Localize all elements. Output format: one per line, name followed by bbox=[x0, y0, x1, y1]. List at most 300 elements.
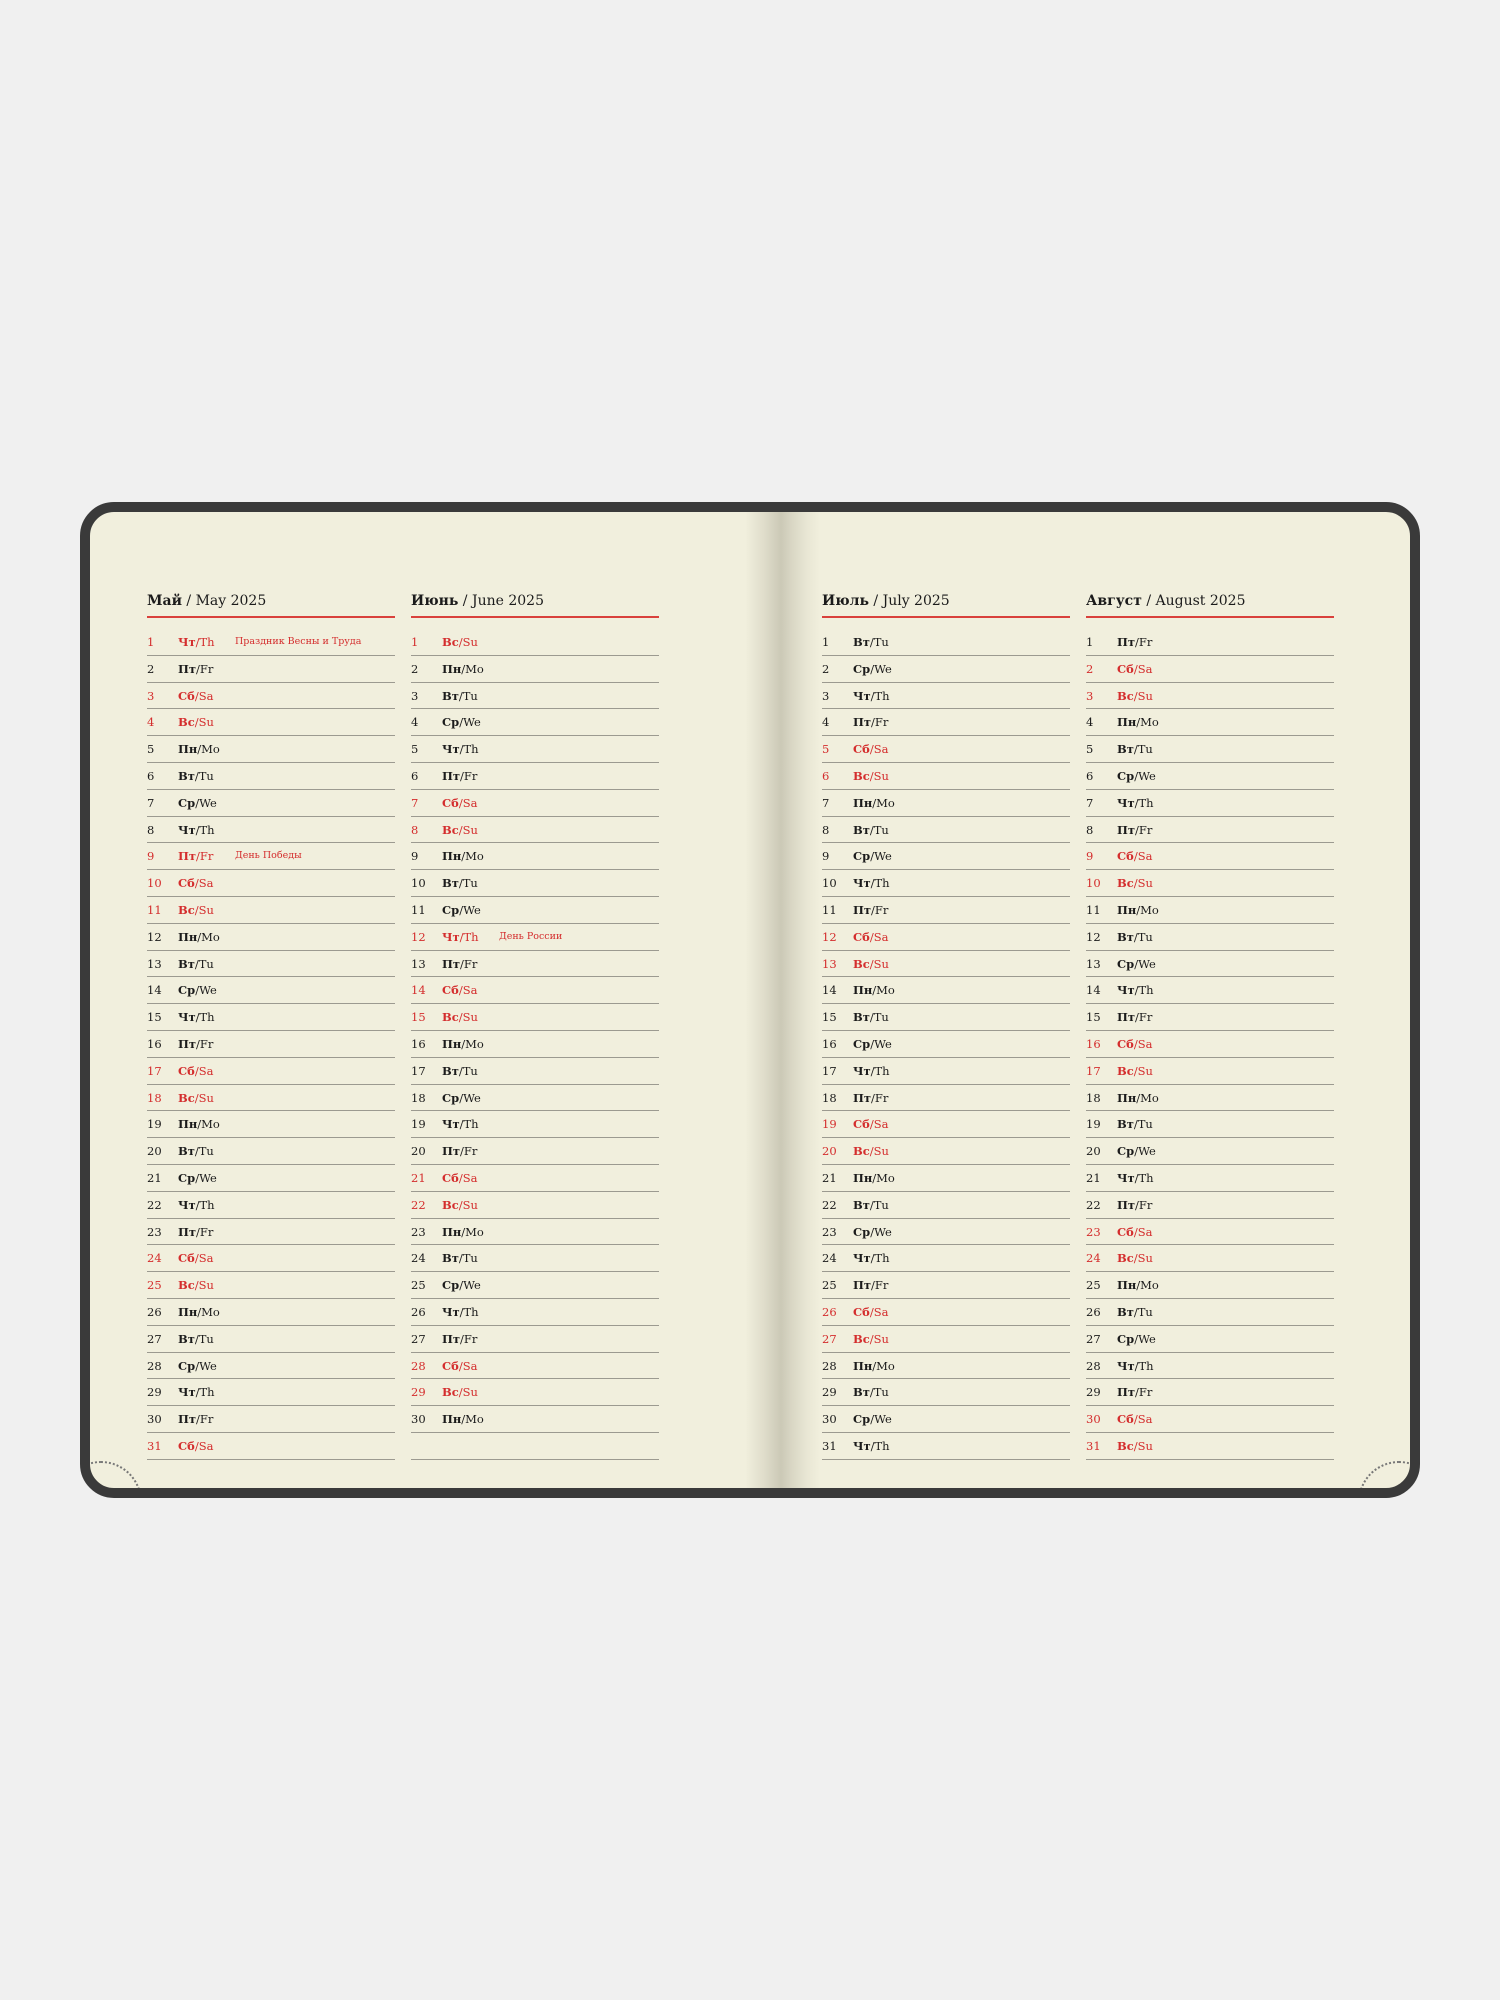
weekday-en: Fr bbox=[1138, 635, 1153, 649]
weekday-slash: / bbox=[459, 929, 464, 944]
weekday-en: Mo bbox=[876, 983, 895, 998]
day-number: 13 bbox=[1086, 956, 1101, 971]
weekday-en: Sa bbox=[1137, 1036, 1153, 1051]
day-row bbox=[147, 1326, 395, 1353]
weekday-slash: / bbox=[459, 902, 464, 917]
weekday-slash: / bbox=[869, 1385, 874, 1400]
weekday-ru: Вт bbox=[1117, 1304, 1134, 1319]
day-row bbox=[411, 1326, 659, 1353]
weekday bbox=[442, 823, 478, 837]
weekday bbox=[1117, 715, 1159, 729]
weekday bbox=[442, 662, 484, 676]
day-number: 24 bbox=[822, 1251, 837, 1266]
day-number: 30 bbox=[147, 1412, 162, 1427]
weekday-en: Th bbox=[199, 635, 215, 649]
weekday-en: Tu bbox=[198, 956, 214, 971]
weekday-en: Fr bbox=[199, 1412, 214, 1427]
day-number: 23 bbox=[1086, 1224, 1101, 1239]
day-row bbox=[822, 1219, 1070, 1246]
weekday-slash: / bbox=[197, 1117, 202, 1132]
weekday bbox=[442, 1412, 484, 1426]
weekday-en: Fr bbox=[199, 849, 214, 864]
weekday-slash: / bbox=[195, 983, 200, 998]
weekday bbox=[1117, 635, 1152, 649]
weekday-slash: / bbox=[458, 822, 463, 837]
weekday-slash: / bbox=[1133, 1117, 1138, 1132]
weekday bbox=[853, 715, 888, 729]
day-row bbox=[822, 924, 1070, 951]
day-row bbox=[822, 1433, 1070, 1460]
weekday bbox=[178, 983, 217, 997]
month-july bbox=[822, 592, 1070, 1460]
weekday-slash: / bbox=[1133, 1224, 1138, 1239]
weekday-slash: / bbox=[872, 795, 877, 810]
weekday-slash: / bbox=[195, 635, 200, 649]
weekday bbox=[853, 1010, 889, 1024]
weekday-en: Tu bbox=[1137, 1117, 1153, 1132]
weekday-slash: / bbox=[194, 1090, 199, 1105]
holiday-note: Праздник Весны и Труда bbox=[235, 636, 362, 647]
weekday-en: Fr bbox=[463, 768, 478, 783]
weekday bbox=[178, 715, 214, 729]
weekday-ru: Вс bbox=[853, 768, 870, 783]
weekday bbox=[178, 662, 213, 676]
day-number: 26 bbox=[147, 1304, 162, 1319]
weekday bbox=[853, 930, 888, 944]
weekday-slash: / bbox=[195, 1385, 200, 1400]
weekday-en: Su bbox=[462, 1010, 478, 1025]
day-number: 13 bbox=[411, 956, 426, 971]
day-row bbox=[822, 736, 1070, 763]
weekday-ru: Пн bbox=[853, 1358, 873, 1373]
day-number: 16 bbox=[411, 1036, 426, 1051]
weekday-ru: Пт bbox=[442, 1144, 460, 1159]
weekday-en: We bbox=[1138, 1144, 1156, 1159]
weekday-ru: Сб bbox=[178, 1438, 195, 1453]
day-number: 25 bbox=[411, 1278, 426, 1293]
day-number: 2 bbox=[1086, 661, 1094, 676]
weekday-en: Mo bbox=[201, 1117, 220, 1132]
day-row bbox=[1086, 1326, 1334, 1353]
day-number: 14 bbox=[822, 983, 837, 998]
weekday-slash: / bbox=[869, 1197, 874, 1212]
weekday bbox=[1117, 1091, 1159, 1105]
weekday-ru: Пн bbox=[178, 1304, 198, 1319]
weekday bbox=[1117, 983, 1154, 997]
weekday bbox=[178, 1332, 214, 1346]
weekday-slash: / bbox=[197, 929, 202, 944]
weekday bbox=[442, 742, 479, 756]
weekday-slash: / bbox=[869, 1117, 874, 1132]
weekday-slash: / bbox=[1133, 1412, 1138, 1427]
day-row bbox=[1086, 1299, 1334, 1326]
day-number: 13 bbox=[147, 956, 162, 971]
weekday bbox=[1117, 662, 1152, 676]
weekday bbox=[853, 1385, 889, 1399]
weekday-en: Sa bbox=[873, 1117, 889, 1132]
weekday bbox=[178, 876, 213, 890]
day-row bbox=[1086, 951, 1334, 978]
weekday-en: Th bbox=[1138, 1170, 1154, 1185]
weekday-slash: / bbox=[1134, 983, 1139, 998]
holiday-note: День Победы bbox=[235, 850, 302, 862]
weekday-en: Fr bbox=[1138, 1197, 1153, 1212]
weekday-slash: / bbox=[194, 1251, 199, 1266]
day-row bbox=[1086, 1406, 1334, 1433]
weekday-ru: Ср bbox=[1117, 956, 1135, 971]
day-number: 9 bbox=[822, 849, 830, 864]
weekday bbox=[442, 983, 477, 997]
weekday-ru: Пн bbox=[442, 849, 462, 864]
day-number: 17 bbox=[411, 1063, 426, 1078]
day-row bbox=[147, 1085, 395, 1112]
weekday bbox=[853, 662, 892, 676]
weekday-en: Su bbox=[1137, 876, 1153, 891]
weekday bbox=[853, 1064, 890, 1078]
day-number: 2 bbox=[822, 661, 830, 676]
day-row bbox=[411, 870, 659, 897]
day-number: 30 bbox=[1086, 1412, 1101, 1427]
weekday-en: Fr bbox=[199, 661, 214, 676]
weekday-en: Fr bbox=[874, 715, 889, 730]
weekday-ru: Вс bbox=[178, 1090, 195, 1105]
weekday bbox=[1117, 1225, 1152, 1239]
weekday-slash: / bbox=[458, 983, 463, 998]
day-number: 27 bbox=[822, 1331, 837, 1346]
weekday-ru: Сб bbox=[853, 929, 870, 944]
weekday-en: Su bbox=[462, 635, 478, 649]
weekday bbox=[853, 742, 888, 756]
weekday-ru: Пт bbox=[853, 1090, 871, 1105]
weekday bbox=[178, 1010, 215, 1024]
right-page bbox=[755, 512, 1410, 1488]
weekday-ru: Пт bbox=[1117, 822, 1135, 837]
weekday-en: We bbox=[1138, 1331, 1156, 1346]
weekday-ru: Ср bbox=[442, 715, 460, 730]
day-row bbox=[411, 1085, 659, 1112]
weekday bbox=[853, 689, 890, 703]
weekday-slash: / bbox=[458, 1170, 463, 1185]
weekday-slash: / bbox=[1133, 661, 1138, 676]
month-header bbox=[147, 592, 395, 618]
weekday-ru: Вт bbox=[442, 1063, 459, 1078]
day-number: 28 bbox=[147, 1358, 162, 1373]
weekday bbox=[1117, 1278, 1159, 1292]
day-row bbox=[822, 1138, 1070, 1165]
day-number: 7 bbox=[147, 795, 155, 810]
weekday-en: Tu bbox=[462, 688, 478, 703]
weekday-en: Su bbox=[198, 1278, 214, 1293]
weekday-en: Mo bbox=[876, 1170, 895, 1185]
weekday-en: Th bbox=[874, 876, 890, 891]
weekday-ru: Ср bbox=[178, 795, 196, 810]
day-row bbox=[822, 897, 1070, 924]
weekday bbox=[178, 957, 214, 971]
weekday bbox=[178, 635, 215, 649]
day-row bbox=[822, 790, 1070, 817]
day-number: 10 bbox=[1086, 876, 1101, 891]
weekday-en: Su bbox=[198, 902, 214, 917]
weekday-en: Th bbox=[1138, 983, 1154, 998]
weekday-slash: / bbox=[459, 715, 464, 730]
day-row bbox=[411, 951, 659, 978]
day-row bbox=[147, 736, 395, 763]
weekday-ru: Пт bbox=[178, 849, 196, 864]
weekday-slash: / bbox=[870, 849, 875, 864]
weekday-slash: / bbox=[1135, 1385, 1139, 1400]
weekday-ru: Чт bbox=[1117, 1358, 1135, 1373]
weekday bbox=[442, 849, 484, 863]
day-row bbox=[822, 870, 1070, 897]
weekday-en: Fr bbox=[199, 1036, 214, 1051]
day-row bbox=[411, 683, 659, 710]
day-row bbox=[822, 1165, 1070, 1192]
weekday-ru: Вс bbox=[853, 1144, 870, 1159]
weekday-slash: / bbox=[196, 1036, 200, 1051]
day-number: 7 bbox=[822, 795, 830, 810]
weekday bbox=[1117, 1305, 1153, 1319]
weekday-ru: Сб bbox=[1117, 1412, 1134, 1427]
weekday-slash: / bbox=[194, 1144, 199, 1159]
weekday-ru: Ср bbox=[853, 661, 871, 676]
day-row bbox=[1086, 736, 1334, 763]
weekday-slash: / bbox=[197, 1304, 202, 1319]
weekday-ru: Вс bbox=[1117, 1251, 1134, 1266]
weekday-en: Mo bbox=[1140, 1090, 1159, 1105]
weekday-slash: / bbox=[869, 1144, 874, 1159]
weekday-en: Fr bbox=[463, 956, 478, 971]
weekday bbox=[853, 1439, 890, 1453]
day-row bbox=[411, 736, 659, 763]
day-number: 15 bbox=[147, 1010, 162, 1025]
day-number: 6 bbox=[822, 768, 830, 783]
weekday-en: Sa bbox=[1137, 1412, 1153, 1427]
day-row bbox=[147, 1245, 395, 1272]
weekday-en: Su bbox=[873, 768, 889, 783]
day-row bbox=[147, 870, 395, 897]
day-number: 1 bbox=[822, 635, 830, 649]
weekday-en: Th bbox=[874, 688, 890, 703]
weekday bbox=[442, 1225, 484, 1239]
weekday-slash: / bbox=[869, 1331, 874, 1346]
weekday-en: Sa bbox=[873, 929, 889, 944]
weekday-slash: / bbox=[869, 742, 874, 757]
weekday-slash: / bbox=[1134, 1144, 1139, 1159]
weekday-en: Fr bbox=[874, 902, 889, 917]
day-row bbox=[822, 951, 1070, 978]
day-row bbox=[1086, 1192, 1334, 1219]
weekday-en: We bbox=[463, 715, 481, 730]
day-number: 12 bbox=[1086, 929, 1101, 944]
weekday bbox=[1117, 1010, 1152, 1024]
weekday-en: Th bbox=[874, 1251, 890, 1266]
day-number: 2 bbox=[411, 661, 419, 676]
weekday bbox=[853, 1332, 889, 1346]
weekday-slash: / bbox=[458, 1063, 463, 1078]
day-number: 22 bbox=[822, 1197, 837, 1212]
weekday-slash: / bbox=[194, 1331, 199, 1346]
day-row bbox=[1086, 870, 1334, 897]
day-row bbox=[822, 1192, 1070, 1219]
weekday-slash: / bbox=[196, 1224, 200, 1239]
weekday bbox=[1117, 1385, 1152, 1399]
month-june bbox=[411, 592, 659, 1460]
weekday-en: Tu bbox=[1137, 929, 1153, 944]
weekday bbox=[442, 796, 477, 810]
day-row bbox=[147, 817, 395, 844]
weekday-ru: Пн bbox=[853, 983, 873, 998]
weekday-slash: / bbox=[1133, 1063, 1138, 1078]
weekday-en: Sa bbox=[198, 876, 214, 891]
weekday-en: Fr bbox=[1138, 1010, 1153, 1025]
day-row bbox=[822, 1031, 1070, 1058]
corner-stitch-decoration bbox=[80, 1461, 142, 1498]
weekday-ru: Ср bbox=[442, 902, 460, 917]
weekday-ru: Пн bbox=[178, 929, 198, 944]
day-row bbox=[822, 1379, 1070, 1406]
weekday bbox=[853, 983, 895, 997]
day-row bbox=[1086, 1353, 1334, 1380]
weekday-slash: / bbox=[460, 1144, 464, 1159]
weekday-ru: Пн bbox=[442, 1412, 462, 1427]
weekday bbox=[442, 1359, 477, 1373]
weekday-ru: Чт bbox=[442, 929, 460, 944]
weekday-ru: Чт bbox=[1117, 1170, 1135, 1185]
weekday-ru: Сб bbox=[853, 1304, 870, 1319]
weekday bbox=[178, 1037, 213, 1051]
day-number: 1 bbox=[147, 635, 155, 649]
weekday-ru: Вт bbox=[178, 1331, 195, 1346]
weekday bbox=[178, 689, 213, 703]
weekday-slash: / bbox=[196, 661, 200, 676]
weekday-slash: / bbox=[871, 715, 875, 730]
day-row bbox=[147, 656, 395, 683]
day-number: 23 bbox=[822, 1224, 837, 1239]
day-row bbox=[147, 897, 395, 924]
weekday-ru: Вс bbox=[1117, 1063, 1134, 1078]
weekday bbox=[853, 1225, 892, 1239]
weekday bbox=[178, 769, 214, 783]
day-row bbox=[147, 843, 395, 870]
day-number: 2 bbox=[147, 661, 155, 676]
day-row bbox=[411, 1353, 659, 1380]
corner-stitch-decoration bbox=[1358, 1461, 1420, 1498]
weekday-en: Tu bbox=[462, 1063, 478, 1078]
weekday bbox=[442, 1144, 477, 1158]
weekday bbox=[853, 1037, 892, 1051]
weekday bbox=[853, 823, 889, 837]
weekday bbox=[853, 1117, 888, 1131]
weekday-en: Tu bbox=[1137, 742, 1153, 757]
weekday-ru: Ср bbox=[442, 1090, 460, 1105]
weekday bbox=[442, 689, 478, 703]
weekday-ru: Пт bbox=[853, 715, 871, 730]
weekday-slash: / bbox=[871, 902, 875, 917]
weekday-ru: Пн bbox=[1117, 1278, 1137, 1293]
weekday-en: Mo bbox=[465, 661, 484, 676]
month-name-en: July 2025 bbox=[882, 593, 950, 609]
day-row bbox=[411, 1138, 659, 1165]
slash-separator: / bbox=[186, 593, 196, 609]
weekday-en: Su bbox=[198, 715, 214, 730]
weekday-slash: / bbox=[1134, 956, 1139, 971]
weekday-slash: / bbox=[1136, 902, 1141, 917]
weekday-slash: / bbox=[1135, 635, 1139, 649]
day-number: 21 bbox=[411, 1170, 426, 1185]
day-number: 19 bbox=[822, 1117, 837, 1132]
weekday-ru: Вт bbox=[853, 1385, 870, 1400]
day-row bbox=[411, 1219, 659, 1246]
weekday bbox=[853, 1091, 888, 1105]
weekday-slash: / bbox=[460, 768, 464, 783]
weekday-ru: Ср bbox=[853, 1412, 871, 1427]
weekday-slash: / bbox=[458, 635, 463, 649]
slash-separator: / bbox=[462, 593, 472, 609]
weekday-en: We bbox=[874, 1412, 892, 1427]
day-number: 5 bbox=[1086, 742, 1094, 757]
weekday-en: Sa bbox=[1137, 849, 1153, 864]
weekday-ru: Пт bbox=[178, 1224, 196, 1239]
day-row bbox=[1086, 1433, 1334, 1460]
weekday-en: Tu bbox=[198, 1331, 214, 1346]
weekday-en: Th bbox=[1138, 795, 1154, 810]
day-number: 24 bbox=[147, 1251, 162, 1266]
weekday bbox=[853, 1198, 889, 1212]
weekday-ru: Сб bbox=[1117, 1224, 1134, 1239]
weekday-slash: / bbox=[1133, 849, 1138, 864]
weekday-en: Fr bbox=[874, 1090, 889, 1105]
day-row bbox=[1086, 763, 1334, 790]
weekday-slash: / bbox=[195, 1010, 200, 1025]
weekday bbox=[442, 1332, 477, 1346]
day-row bbox=[411, 763, 659, 790]
weekday bbox=[1117, 957, 1156, 971]
day-row bbox=[1086, 897, 1334, 924]
day-number: 14 bbox=[1086, 983, 1101, 998]
weekday bbox=[1117, 823, 1152, 837]
weekday-ru: Чт bbox=[178, 635, 196, 649]
month-name-en: May 2025 bbox=[195, 593, 267, 609]
weekday-ru: Ср bbox=[178, 1358, 196, 1373]
month-name-en: August 2025 bbox=[1155, 593, 1246, 609]
month-may bbox=[147, 592, 395, 1460]
day-number: 23 bbox=[147, 1224, 162, 1239]
weekday-en: Fr bbox=[463, 1144, 478, 1159]
weekday-en: We bbox=[463, 1278, 481, 1293]
weekday-ru: Сб bbox=[178, 1063, 195, 1078]
weekday-ru: Чт bbox=[442, 742, 460, 757]
day-row bbox=[1086, 1031, 1334, 1058]
day-row bbox=[822, 1111, 1070, 1138]
weekday-ru: Вс bbox=[442, 635, 459, 649]
weekday-en: We bbox=[874, 661, 892, 676]
weekday-ru: Сб bbox=[1117, 1036, 1134, 1051]
day-row bbox=[411, 924, 659, 951]
day-number: 18 bbox=[147, 1090, 162, 1105]
weekday bbox=[442, 1010, 478, 1024]
weekday-en: We bbox=[874, 1036, 892, 1051]
weekday-ru: Ср bbox=[442, 1278, 460, 1293]
weekday-ru: Вт bbox=[1117, 742, 1134, 757]
day-row bbox=[1086, 1272, 1334, 1299]
day-row bbox=[822, 1406, 1070, 1433]
day-row bbox=[147, 709, 395, 736]
weekday-ru: Вт bbox=[853, 1197, 870, 1212]
weekday bbox=[442, 1305, 479, 1319]
weekday-en: Sa bbox=[462, 795, 478, 810]
weekday-en: Mo bbox=[201, 1304, 220, 1319]
weekday-slash: / bbox=[869, 1010, 874, 1025]
